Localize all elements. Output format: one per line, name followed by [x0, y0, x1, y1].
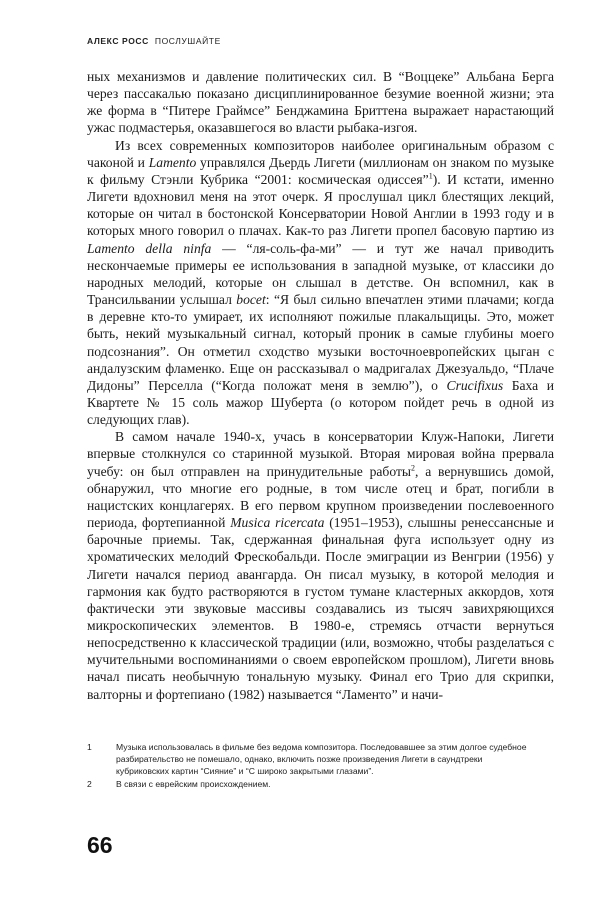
running-head	[87, 36, 221, 46]
page-number: 66	[87, 832, 113, 858]
body-text	[87, 68, 554, 703]
footnotes	[87, 742, 527, 793]
paragraph: ных механизмов и давление политических сил. В “Воццеке” Альбана Берга через пассакалью показано дисциплинированное безумие военной жизни; эта же форма в “Питере Граймсе” Бенджамина Бриттена выражает нарастающий ужас подмастерья, оказавшегося во власти рыбака-изгоя.	[87, 69, 554, 136]
footnote-number: 2	[87, 779, 92, 790]
footnote-1	[87, 742, 527, 777]
footnote-number: 1	[87, 742, 92, 752]
footnote-2	[87, 779, 527, 791]
header-author: АЛЕКС РОСС	[87, 36, 149, 46]
paragraph: Из всех современных композиторов наиболее оригинальным образом с чаконой и Lamento управлялся Дьердь Лигети (миллионам он знаком по музыке к фильму Стэнли Кубрика “2001: космическая одиссея”$^1$). И кстати, именно Лигети вдохновил меня на этот очерк. Я прослушал цикл блестящих лекций, которые он читал в бостонской Консерватории Новой Англии в 1993 году и в которых много говорил о плачах. Как-то раз Лигети пропел басовую партию из Lamento della ninfa — “ля-соль-фа-ми” — и тут же начал приводить нескончаемые примеры ее использования в западной музыке, от классики до народных мелодий, которые он слышал в детстве. Он вспомнил, как в Трансильвании услышал bocet: “Я был сильно впечатлен этими плачами; когда в деревне кто-то умирает, их исполняют пожилые плакальщицы. Это, может быть, некий музыкальный сигнал, который проник в самые глубины моего подсознания”. Он отметил сходство музыки восточноевропейских цыган с андалузским фламенко. Еще он рассказывал о мадригалах Джезуальдо, “Плаче Дидоны” Перселла (“Когда положат меня в землю”), о Crucifixus Баха и Квартете № 15 соль мажор Шуберта (о котором пойдет речь в одной из следующих глав).	[87, 137, 554, 428]
footnote-text: В связи с еврейским происхождением.	[116, 779, 271, 790]
paragraph: В самом начале 1940-х, учась в консерватории Клуж-Напоки, Лигети впервые столкнулся со старинной музыкой. Вторая мировая война прервала учебу: он был отправлен на принудительные работы$^2$, а вернувшись домой, обнаружил, что многие его родные, в том числе отец и брат, погибли в нацистских концлагерях. В его первом крупном произведении послевоенного периода, фортепианной Musica ricercata (1951–1953), слышны ренессансные и барочные приемы. Так, сдержанная финальная фуга использует одну из хроматических мелодий Фрескобальди. После эмиграции из Венгрии (1956) у Лигети начался период авангарда. Он писал музыку, в которой мелодия и гармония как будто растворяются в густом тумане кластерных аккордов, хотя фактически эти звуковые массивы создавались из тысяч завихряющихся микроскопических элементов. В 1980-е, стремясь отчасти вернуться непосредственно к классической традиции (или, возможно, чтобы разделаться с мучительными воспоминаниями о своем европейском прошлом), Лигети вновь начал писать необычную тональную музыку. Финал его Трио для скрипки, валторны и фортепиано (1982) называется “Ламенто” и начи-	[87, 429, 554, 702]
header-book-title: ПОСЛУШАЙТЕ	[154, 36, 221, 46]
footnote-text: Музыка использовалась в фильме без ведома композитора. Последовавшее за этим долгое судебное разбирательство не помешало, однако, включить позже произведения Лигети в саундтреки кубриковских картин “Сияние” и “С широко закрытыми глазами”.	[116, 742, 527, 776]
